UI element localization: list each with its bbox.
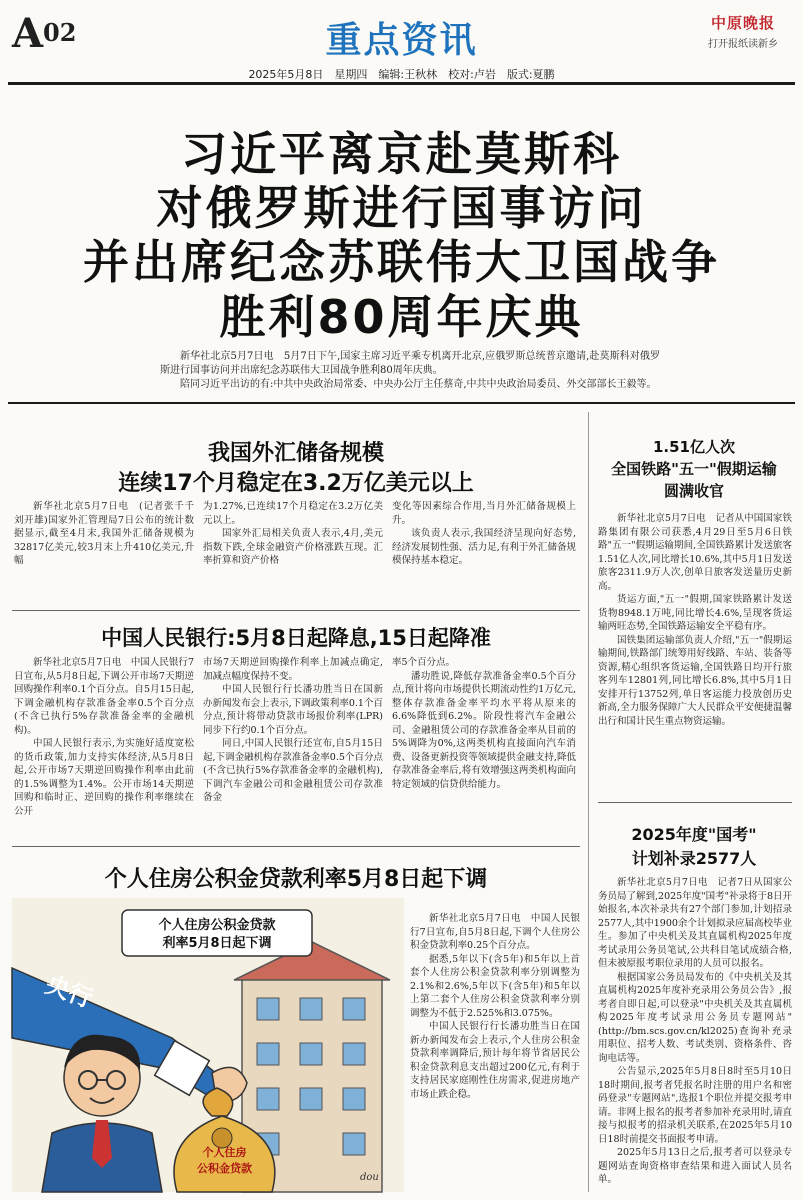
housing-headline: 个人住房公积金贷款利率5月8日起下调 bbox=[104, 867, 488, 892]
housing-body: 新华社北京5月7日电 中国人民银行7日宣布,自5月8日起,下调个人住房公积金贷款利率0.25个百分点。 据悉,5年以下(含5年)和5年以上首套个人住房公积金贷款利率分别调整为2.1%和2.6%,5年以下(含5年)和5年以上第二套个人住房公积金贷款利率分别调整为不低于2.525%和3.075%。 中国人民银行行长潘功胜当日在国新办新闻发布会上表示,个人住房公积金贷款利率调降后,预计每年将节省居民公积金贷款利息支出超过200亿元,有利于支持居民家庭刚性住房需求,促进房地产市场止跌企稳。 bbox=[410, 913, 580, 1100]
forex-headline-2: 连续17个月稳定在3.2万亿美元以上 bbox=[118, 471, 474, 496]
lead-headline-line-1: 习近平离京赴莫斯科 bbox=[181, 127, 622, 181]
rail-rule bbox=[598, 802, 792, 803]
lead-rule bbox=[8, 402, 795, 404]
header-rule bbox=[8, 82, 795, 85]
rail-headline-3: 圆满收官 bbox=[663, 482, 724, 500]
lead-headline-line-2: 对俄罗斯进行国事访问 bbox=[156, 181, 647, 235]
pboc-column-1: 新华社北京5月7日电 中国人民银行7日宣布,从5月8日起,下调公开市场7天期逆回购操作利率0.1个百分点。自5月15日起,下调金融机构存款准备金率0.5个百分点(不含已执行5%存款准备金率的金融机构)。 中国人民银行表示,为实施好适度宽松的货币政策,加力支持实体经济,从5月8日起,公开市场7天期逆回购操作利率由此前的1.5%调整为1.4%。公开市场14天期逆回购和临时正、逆回购的操作利率继续在公开 bbox=[14, 657, 194, 817]
housing-cartoon bbox=[12, 898, 404, 1192]
cartoon-signature: dou bbox=[360, 1172, 379, 1183]
lead-body-2: 陪同习近平出访的有:中共中央政治局常委、中央办公厅主任蔡奇,中共中央政治局委员、外交部部长王毅等。 bbox=[180, 379, 657, 390]
pboc-headline: 中国人民银行:5月8日起降息,15日起降准 bbox=[101, 626, 491, 650]
forex-headline-1: 我国外汇储备规模 bbox=[207, 441, 384, 466]
forex-column-1: 新华社北京5月7日电 (记者张千千 刘开雄)国家外汇管理局7日公布的统计数据显示,截至4月末,我国外汇储备规模为32817亿美元,较3月末上升410亿美元,升幅 bbox=[14, 501, 204, 566]
pboc-column-3: 率5个百分点。 潘功胜说,降低存款准备金率0.5个百分点,预计将向市场提供长期流动性约1万亿元,整体存款准备金率平均水平将从原来的6.6%降低到6.2%。阶段性将汽车金融公司、金融租赁公司的存款准备金率从目前的5%调降为0%,这两类机构直接面向汽车消费、设备更新投资等领域提供金融支持,降低存款准备金率后,将有效增强这两类机构面向特定领域的信贷供给能力。 bbox=[392, 657, 576, 790]
cartoon-caption-1: 个人住房公积金贷款 bbox=[158, 918, 276, 933]
exam-body: 新华社北京5月7日电 记者7日从国家公务员局了解到,2025年度"国考"补录将于8日开始报名,本次补录共有27个部门参加,计划招录2577人,其中1900余个计划拟录应届高校毕业生。参加了中央机关及其直属机构2025年度考试录用公务员笔试,公共科目笔试成绩合格,但未被原报考职位录用的人员可以报名。 根据国家公务员局发布的《中央机关及其直属机构2025年度补充录用公务员公告》,报考者自即日起,可以登录"中央机关及其直属机构2025年度考试录用公务员专题网站"(http://bm.scs.gov.cn/kl2025)查询补充录用职位、招考人数、考试类别、资格条件、咨询电话等。 公告显示,2025年5月8日8时至5月10日18时期间,报考者凭报名时注册的用户名和密码登录"专题网站",选报1个职位并提交报考申请。非网上报名的报考者参加补充录用时,请直接与拟报考的招录机关联系,在2025年5月10日18时前提交书面报考申请。 2025年5月13日之后,报考者可以登录专题网站查询资格审查结果和进入面试人员名单。 bbox=[598, 877, 792, 1185]
pboc-column-2: 市场7天期逆回购操作利率上加减点确定,加减点幅度保持不变。 中国人民银行行长潘功胜当日在国新办新闻发布会上表示,下调政策利率0.1个百分点,预计将带动贷款市场报价利率(LPR)同步下行约0.1个百分点。 同日,中国人民银行还宣布,自5月15日起,下调金融机构存款准备金率0.5个百分点(不含已执行5%存款准备金率的金融机构),下调汽车金融公司和金融租赁公司存款准备金 bbox=[203, 657, 383, 803]
cartoon-bag-label-1: 个人住房 bbox=[202, 1146, 247, 1159]
cartoon-caption-2: 利率5月8日起下调 bbox=[162, 936, 272, 951]
forex-column-3: 变化等因素综合作用,当月外汇储备规模上升。 该负责人表示,我国经济呈现向好态势,经济发展韧性强、活力足,有利于外汇储备规模保持基本稳定。 bbox=[392, 501, 576, 566]
logo-slogan: 打开报纸读新乡 bbox=[708, 39, 778, 50]
newspaper-logo bbox=[695, 12, 791, 50]
lead-headline-line-4: 胜利80周年庆典 bbox=[219, 290, 584, 344]
cartoon-bag-label-2: 公积金贷款 bbox=[197, 1162, 252, 1175]
lead-headline-line-3: 并出席纪念苏联伟大卫国战争 bbox=[83, 235, 720, 289]
section-title: 重点资讯 bbox=[325, 20, 478, 61]
exam-headline-2: 计划补录2577人 bbox=[631, 849, 757, 868]
exam-headline-1: 2025年度"国考" bbox=[631, 825, 757, 844]
rail-headline-1: 1.51亿人次 bbox=[652, 438, 735, 456]
forex-rule bbox=[12, 610, 580, 611]
forex-column-2: 为1.27%,已连续17个月稳定在3.2万亿美元以上。 国家外汇局相关负责人表示,4月,美元指数下跌,全球金融资产价格涨跌互现。汇率折算和资产价格 bbox=[203, 501, 383, 566]
lead-body: 新华社北京5月7日电 5月7日下午,国家主席习近平乘专机离开北京,应俄罗斯总统普京邀请,赴莫斯科对俄罗斯进行国事访问并出席纪念苏联伟大卫国战争胜利80周年庆典。 bbox=[160, 351, 660, 376]
cartoon-bank-label: 央行 bbox=[41, 970, 97, 1014]
rail-body: 新华社北京5月7日电 记者从中国国家铁路集团有限公司获悉,4月29日至5月6日铁路"五一"假期运输期间,全国铁路累计发送旅客1.51亿人次,同比增长10.6%,其中5月1日发送旅客2311.9万人次,创单日旅客发送量历史新高。 货运方面,"五一"假期,国家铁路累计发送货物8948.1万吨,同比增长4.6%,呈现客货运输两旺态势,全国铁路运输安全平稳有序。 国铁集团运输部负责人介绍,"五一"假期运输期间,铁路部门统筹用好线路、车站、装备等资源,精心组织客货运输,全国铁路日均开行旅客列车12801列,同比增长6.8%,其中5月1日安排开行13752列,单日客运能力投放创历史新高,全力服务保障广大人民群众平安便捷温馨出行和国计民生重点物资运输。 bbox=[598, 513, 792, 727]
pboc-rule bbox=[12, 846, 580, 847]
column-divider bbox=[588, 412, 589, 1192]
rail-headline-2: 全国铁路"五一"假期运输 bbox=[611, 460, 777, 478]
dateline: 2025年5月8日 星期四 编辑:王秋林 校对:卢岩 版式:夏鹏 bbox=[248, 68, 555, 81]
logo-text: 中原晚报 bbox=[710, 14, 775, 32]
page-number: A02 bbox=[12, 10, 77, 57]
